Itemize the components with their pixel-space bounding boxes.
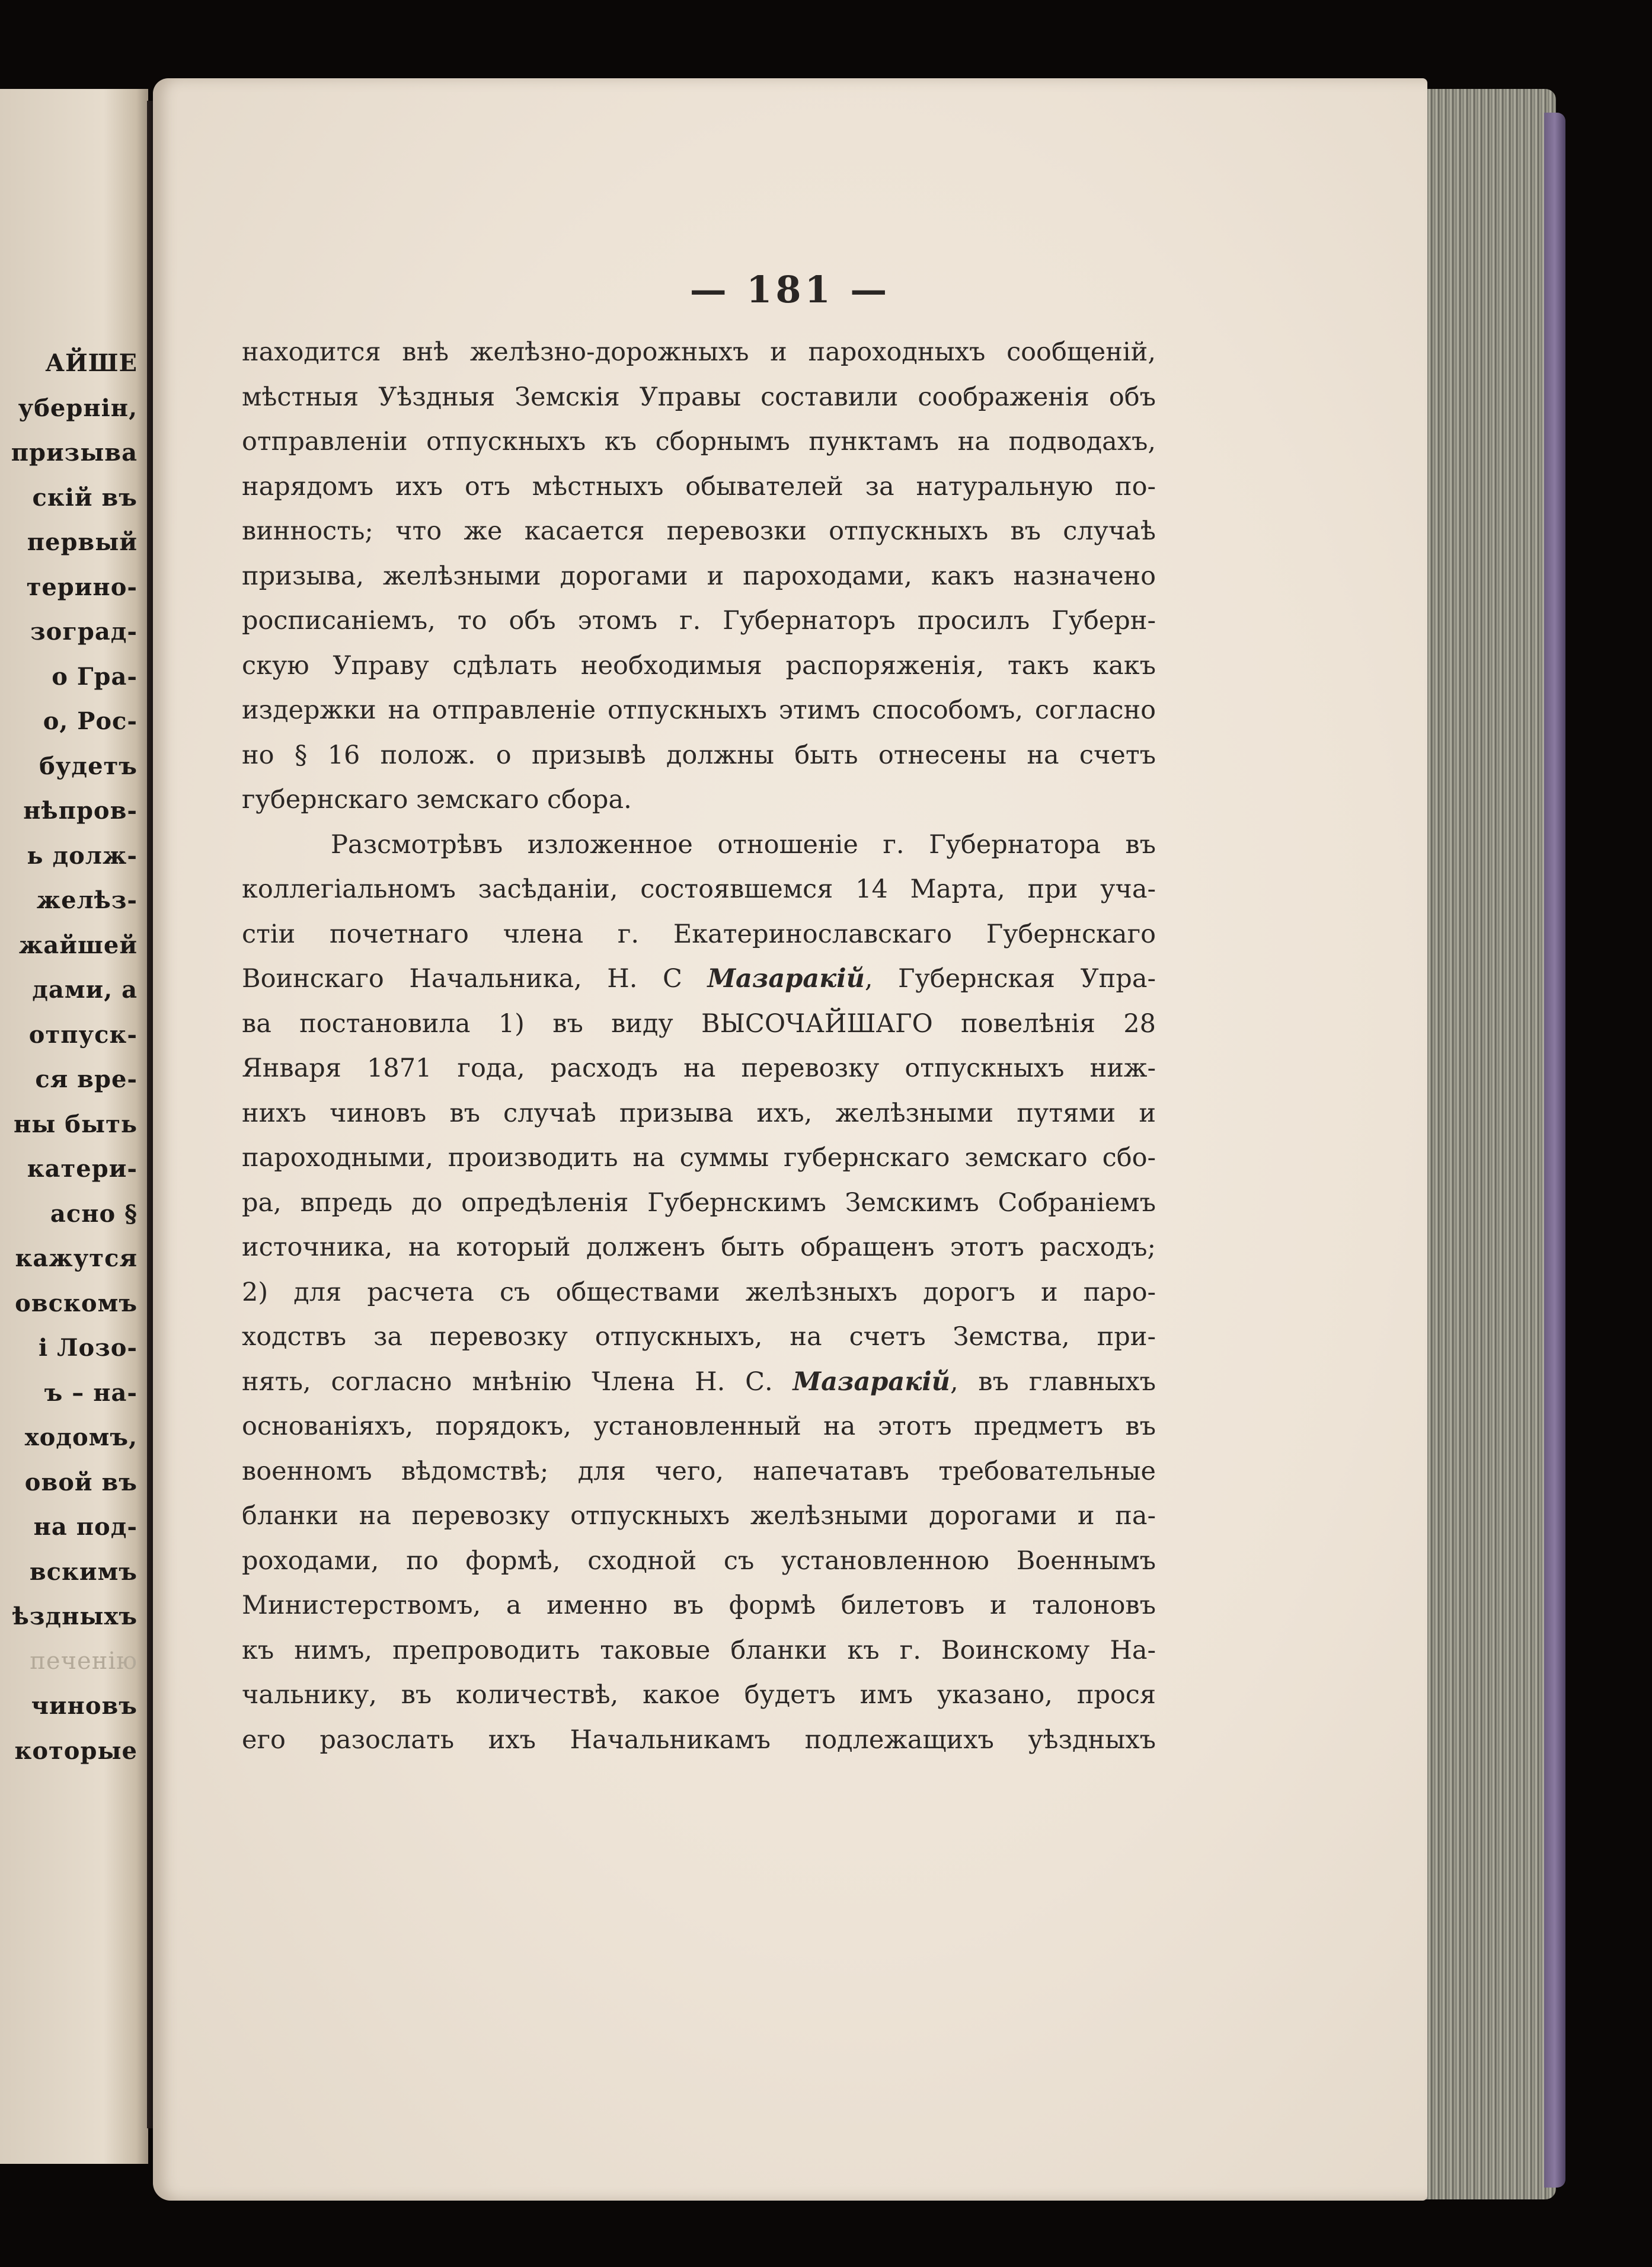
text-line: [242, 1404, 1156, 1449]
text-segment: , въ главныхъ: [950, 1366, 1156, 1397]
text-line: [242, 688, 1156, 733]
previous-page-line: о Гра-: [52, 662, 138, 691]
text-segment: ва постановила 1) въ виду ВЫСОЧАЙШАГО повелѣнія 28: [242, 1008, 1156, 1039]
page-number: — 181 —: [689, 268, 891, 311]
book-page: [153, 78, 1427, 2201]
text-line: [242, 1046, 1156, 1091]
text-segment: издержки на отправленіе отпускныхъ этимъ способомъ, согласно: [242, 695, 1156, 725]
previous-page-line: желѣз-: [36, 886, 138, 914]
text-segment: роходами, по формѣ, сходной съ установленною Военнымъ: [242, 1546, 1156, 1576]
emphasized-name: Мазаракій: [793, 1366, 950, 1397]
text-segment: нихъ чиновъ въ случаѣ призыва ихъ, желѣзными путями и: [242, 1098, 1156, 1128]
previous-page-line: ь долж-: [27, 841, 138, 870]
text-line: [242, 465, 1156, 510]
previous-page-line: ѣздныхъ: [12, 1602, 138, 1630]
previous-page-line: нѣпров-: [23, 797, 138, 825]
text-line: [242, 778, 1156, 823]
text-segment: нять, согласно мнѣнію Члена Н. С.: [242, 1366, 793, 1397]
text-segment: стіи почетнаго члена г. Екатеринославскаго Губернскаго: [242, 919, 1156, 949]
previous-page-line: зоград-: [30, 618, 138, 646]
text-segment: винность; что же касается перевозки отпускныхъ въ случаѣ: [242, 516, 1156, 546]
previous-page-line: которые: [14, 1736, 138, 1765]
previous-page: [0, 89, 148, 2164]
text-segment: Министерствомъ, а именно въ формѣ билетовъ и талоновъ: [242, 1591, 1156, 1620]
text-segment: источника, на который долженъ быть обращенъ этотъ расходъ;: [242, 1233, 1156, 1262]
text-line: [242, 1225, 1156, 1270]
text-segment: Января 1871 года, расходъ на перевозку отпускныхъ ниж-: [242, 1053, 1156, 1083]
text-line: [242, 375, 1156, 420]
text-line: [242, 733, 1156, 778]
previous-page-line: катери-: [27, 1155, 138, 1183]
text-line: [242, 1315, 1156, 1360]
previous-page-line: призыва: [11, 439, 138, 467]
text-segment: Воинскаго Начальника, Н. С: [242, 964, 708, 994]
text-line: [242, 1091, 1156, 1136]
text-line: [242, 1136, 1156, 1181]
previous-page-line: овой въ: [24, 1468, 138, 1496]
previous-page-line: терино-: [26, 573, 138, 601]
previous-page-line: ся вре-: [35, 1065, 138, 1093]
text-segment: но § 16 полож. о призывѣ должны быть отнесены на счетъ: [242, 740, 1156, 770]
book-cover-edge: [1544, 113, 1565, 2188]
text-line: [242, 1494, 1156, 1539]
text-line: [242, 1002, 1156, 1047]
text-line: [242, 644, 1156, 689]
previous-page-line: овскомъ: [15, 1289, 138, 1317]
text-segment: отправленіи отпускныхъ къ сборнымъ пунктамъ на подводахъ,: [242, 427, 1156, 456]
page-fore-edge: [1414, 89, 1556, 2199]
text-segment: 2) для расчета съ обществами желѣзныхъ дорогъ и паро-: [242, 1277, 1156, 1307]
text-line: [242, 420, 1156, 465]
text-segment: губернскаго земскаго сбора.: [242, 785, 632, 815]
text-line: [242, 1449, 1156, 1495]
previous-page-line: печенію: [30, 1647, 138, 1675]
text-segment: къ нимъ, препроводить таковые бланки къ г. Воинскому На-: [242, 1635, 1156, 1665]
text-segment: военномъ вѣдомствѣ; для чего, напечатавъ требовательные: [242, 1456, 1156, 1486]
previous-page-line: АЙШЕ: [45, 349, 138, 377]
text-segment: основаніяхъ, порядокъ, установленный на этотъ предметъ въ: [242, 1412, 1156, 1441]
text-line: [242, 554, 1156, 599]
previous-page-line: асно §: [50, 1199, 138, 1228]
previous-page-line: на под-: [33, 1513, 138, 1541]
previous-page-line: отпуск-: [28, 1020, 138, 1049]
previous-page-line: ъ – на-: [44, 1378, 138, 1407]
previous-page-line: убернін,: [18, 394, 138, 422]
text-segment: пароходными, производить на суммы губернскаго земскаго сбо-: [242, 1143, 1156, 1173]
text-segment: ра, впредь до опредѣленія Губернскимъ Земскимъ Собраніемъ: [242, 1187, 1156, 1218]
text-segment: Разсмотрѣвъ изложенное отношеніе г. Губернатора въ: [331, 829, 1156, 860]
text-segment: ходствъ за перевозку отпускныхъ, на счетъ Земства, при-: [242, 1322, 1156, 1352]
emphasized-name: Мазаракій: [707, 964, 865, 994]
text-line: [242, 1181, 1156, 1226]
text-segment: мѣстныя Уѣздныя Земскія Управы составили соображенія объ: [242, 382, 1156, 412]
text-line: [242, 823, 1156, 868]
text-segment: нарядомъ ихъ отъ мѣстныхъ обывателей за натуральную по-: [242, 471, 1156, 502]
text-segment: бланки на перевозку отпускныхъ желѣзными дорогами и па-: [242, 1501, 1156, 1531]
text-segment: , Губернская Упра-: [864, 964, 1156, 994]
previous-page-line: скій въ: [32, 483, 138, 512]
previous-page-line: вскимъ: [29, 1557, 138, 1586]
page-body-text: [242, 330, 1156, 1762]
previous-page-line: ны быть: [13, 1110, 138, 1138]
text-segment: его разослать ихъ Начальникамъ подлежащихъ уѣздныхъ: [242, 1725, 1156, 1755]
previous-page-line: кажутся: [15, 1244, 138, 1272]
text-line: [242, 1270, 1156, 1316]
previous-page-line: первый: [27, 528, 138, 556]
previous-page-line: ходомъ,: [24, 1423, 138, 1451]
text-segment: призыва, желѣзными дорогами и пароходами, какъ назначено: [242, 561, 1156, 591]
previous-page-text: [0, 341, 138, 1773]
text-line: [242, 1718, 1156, 1763]
text-line: [242, 1673, 1156, 1718]
text-line: [242, 912, 1156, 957]
previous-page-line: о, Рос-: [43, 707, 138, 735]
previous-page-line: і Лозо-: [39, 1334, 138, 1362]
text-line: [242, 1539, 1156, 1584]
text-line: [242, 957, 1156, 1002]
text-line: [242, 1629, 1156, 1674]
previous-page-line: жайшей: [18, 931, 138, 959]
text-line: [242, 509, 1156, 554]
text-line: [242, 1360, 1156, 1405]
text-line: [242, 599, 1156, 644]
text-segment: коллегіальномъ засѣданіи, состоявшемся 14 Марта, при уча-: [242, 874, 1156, 904]
previous-page-line: будетъ: [39, 752, 138, 780]
text-line: [242, 867, 1156, 912]
previous-page-line: дами, а: [32, 976, 138, 1004]
text-segment: чальнику, въ количествѣ, какое будетъ имъ указано, прося: [242, 1680, 1156, 1710]
text-segment: скую Управу сдѣлать необходимыя распоряженія, такъ какъ: [242, 650, 1156, 681]
previous-page-line: чиновъ: [31, 1692, 138, 1720]
text-line: [242, 330, 1156, 375]
text-line: [242, 1583, 1156, 1629]
text-segment: находится внѣ желѣзно-дорожныхъ и пароходныхъ сообщеній,: [242, 337, 1156, 367]
text-segment: росписаніемъ, то объ этомъ г. Губернаторъ просилъ Губерн-: [242, 606, 1156, 636]
